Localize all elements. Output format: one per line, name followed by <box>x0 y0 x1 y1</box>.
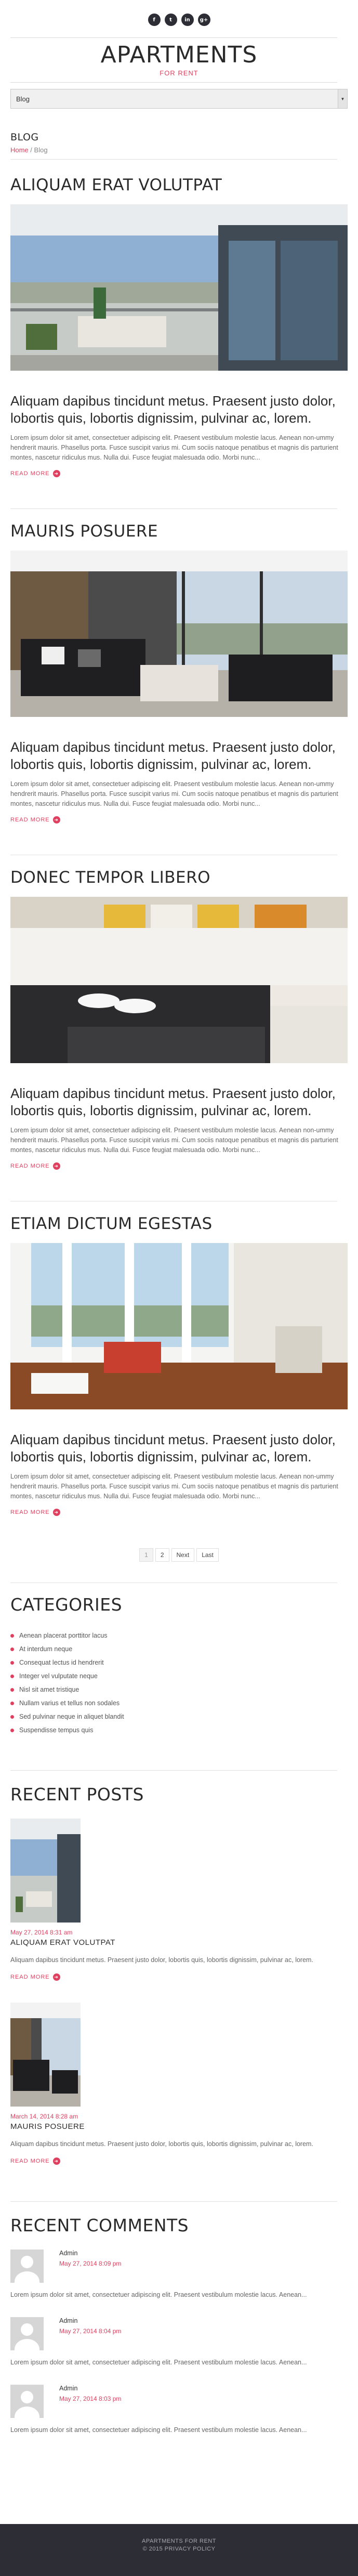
post-title[interactable]: MAURIS POSUERE <box>10 522 158 541</box>
read-more-link[interactable] <box>10 816 348 823</box>
arrow-right-icon: ➜ <box>53 1973 60 1981</box>
category-label[interactable]: Suspendisse tempus quis <box>19 1727 94 1734</box>
arrow-right-icon: ➜ <box>53 816 60 823</box>
read-more-link[interactable] <box>10 2157 348 2165</box>
page-next-link[interactable]: Next <box>171 1548 195 1562</box>
category-label[interactable]: Nisl sit amet tristique <box>19 1686 79 1693</box>
blog-post <box>10 1214 348 1516</box>
bullet-icon <box>10 1702 14 1705</box>
recent-post-thumbnail[interactable] <box>10 2003 81 2107</box>
post-excerpt: Lorem ipsum dolor sit amet, consectetuer adipiscing elit. Praesent vestibulum molestie lacus. Aenean non-ummy hendrerit mauris. Phasellus porta. Fusce suscipit varius mi. Cum sociis natoque penatibus et magnis dis parturient montes, nascetur ridiculus mus. Nulla dui. Fusce feugiat malesuada odio. Morbi nunc... <box>10 434 338 461</box>
recent-comments-title: RECENT COMMENTS <box>10 2215 189 2235</box>
arrow-right-icon: ➜ <box>53 470 60 477</box>
bullet-icon <box>10 1715 14 1719</box>
arrow-right-icon: ➜ <box>53 1162 60 1170</box>
bullet-icon <box>10 1647 14 1651</box>
recent-post-more-wrap <box>10 2157 348 2165</box>
privacy-policy-link[interactable]: © 2015 PRIVACY POLICY <box>142 2546 216 2552</box>
linkedin-icon[interactable]: in <box>181 14 194 26</box>
post-image-sunroom[interactable] <box>10 1243 348 1409</box>
logo-title[interactable]: APARTMENTS <box>100 42 258 68</box>
comment-date[interactable]: May 27, 2014 8:04 pm <box>59 2327 122 2335</box>
categories-list <box>10 1629 358 1737</box>
logo-subtitle: FOR RENT <box>160 69 198 77</box>
read-more-link[interactable] <box>10 470 348 477</box>
comment-meta <box>59 2385 121 2418</box>
page-current: 1 <box>139 1548 153 1562</box>
breadcrumb-home[interactable]: Home <box>10 146 29 154</box>
bullet-icon <box>10 1634 14 1638</box>
breadcrumb-separator: / <box>28 146 34 154</box>
recent-posts-title: RECENT POSTS <box>10 1784 144 1804</box>
post-lead: Aliquam dapibus tincidunt metus. Praesent justo dolor, lobortis quis, lobortis dignissim, pulvinar ac, lorem. <box>10 1086 336 1118</box>
category-label[interactable]: Nullam varius et tellus non sodales <box>19 1699 120 1707</box>
comment-author[interactable]: Admin <box>59 2317 78 2324</box>
post-lead: Aliquam dapibus tincidunt metus. Praesent justo dolor, lobortis quis, lobortis dignissim, pulvinar ac, lorem. <box>10 739 336 772</box>
comment-item <box>10 2250 348 2283</box>
read-more-label: READ MORE <box>10 470 50 477</box>
recent-post <box>10 1819 348 1981</box>
read-more-link[interactable] <box>10 1509 348 1516</box>
social-links <box>0 0 358 26</box>
category-item[interactable] <box>10 1642 358 1656</box>
comment-text: Lorem ipsum dolor sit amet, consectetuer adipiscing elit. Praesent vestibulum molestie lacus. Aenean... <box>10 2359 307 2366</box>
categories-title: CATEGORIES <box>10 1594 123 1615</box>
post-excerpt: Lorem ipsum dolor sit amet, consectetuer adipiscing elit. Praesent vestibulum molestie lacus. Aenean non-ummy hendrerit mauris. Phasellus porta. Fusce suscipit varius mi. Cum sociis natoque penatibus et magnis dis parturient montes, nascetur ridiculus mus. Nulla dui. Fusce feugiat malesuada odio. Morbi nunc... <box>10 1127 338 1154</box>
bullet-icon <box>10 1729 14 1732</box>
read-more-link[interactable] <box>10 1162 348 1170</box>
google-plus-icon[interactable]: g+ <box>198 14 210 26</box>
recent-post-more-wrap <box>10 1973 348 1981</box>
breadcrumb <box>10 146 358 154</box>
recent-post-title[interactable]: ALIQUAM ERAT VOLUTPAT <box>10 1938 115 1947</box>
read-more-label: READ MORE <box>10 2158 50 2164</box>
post-image-coffee-table[interactable] <box>10 897 348 1063</box>
facebook-icon[interactable]: f <box>148 14 161 26</box>
blog-post <box>10 868 348 1170</box>
bullet-icon <box>10 1675 14 1678</box>
read-more-label: READ MORE <box>10 1163 50 1169</box>
blog-post <box>10 175 348 477</box>
site-logo[interactable] <box>0 42 358 77</box>
category-label[interactable]: Integer vel vulputate neque <box>19 1672 98 1680</box>
breadcrumb-current: Blog <box>34 146 48 154</box>
read-more-label: READ MORE <box>10 817 50 823</box>
bullet-icon <box>10 1661 14 1665</box>
divider <box>10 2201 337 2202</box>
category-label[interactable]: Sed pulvinar neque in aliquet blandit <box>19 1713 124 1720</box>
recent-comments-list <box>10 2250 348 2434</box>
twitter-icon[interactable]: t <box>165 14 177 26</box>
comment-author[interactable]: Admin <box>59 2250 78 2257</box>
post-excerpt: Lorem ipsum dolor sit amet, consectetuer adipiscing elit. Praesent vestibulum molestie lacus. Aenean non-ummy hendrerit mauris. Phasellus porta. Fusce suscipit varius mi. Cum sociis natoque penatibus et magnis dis parturient montes, nascetur ridiculus mus. Nulla dui. Fusce feugiat malesuada odio. Morbi nunc... <box>10 1473 338 1500</box>
nav-select[interactable] <box>10 89 348 109</box>
comment-text: Lorem ipsum dolor sit amet, consectetuer adipiscing elit. Praesent vestibulum molestie lacus. Aenean... <box>10 2426 307 2434</box>
page-2-link[interactable]: 2 <box>155 1548 169 1562</box>
comment-meta <box>59 2317 121 2350</box>
category-item[interactable] <box>10 1683 358 1696</box>
comment-author[interactable]: Admin <box>59 2385 78 2392</box>
category-item[interactable] <box>10 1669 358 1683</box>
post-title[interactable]: DONEC TEMPOR LIBERO <box>10 868 211 887</box>
post-title[interactable]: ALIQUAM ERAT VOLUTPAT <box>10 176 222 194</box>
post-image-living-room[interactable] <box>10 551 348 717</box>
read-more-link[interactable] <box>10 1973 348 1981</box>
blog-post <box>10 521 348 823</box>
recent-post-date: May 27, 2014 8:31 am <box>10 1929 73 1936</box>
category-item[interactable] <box>10 1710 358 1723</box>
comment-meta <box>59 2250 121 2283</box>
footer-site-name: APARTMENTS FOR RENT <box>142 2538 216 2544</box>
avatar <box>10 2250 44 2283</box>
post-lead: Aliquam dapibus tincidunt metus. Praesent justo dolor, lobortis quis, lobortis dignissim, pulvinar ac, lorem. <box>10 1432 336 1464</box>
category-label[interactable]: At interdum neque <box>19 1645 73 1653</box>
page-title: BLOG <box>10 132 39 143</box>
arrow-right-icon: ➜ <box>53 1509 60 1516</box>
recent-post-thumbnail[interactable] <box>10 1819 81 1923</box>
category-item[interactable] <box>10 1723 358 1737</box>
chevron-down-icon[interactable]: ▼ <box>338 89 347 108</box>
category-item[interactable] <box>10 1629 358 1642</box>
divider <box>10 1770 337 1771</box>
recent-post-date: March 14, 2014 8:28 am <box>10 2113 78 2120</box>
avatar <box>10 2385 44 2418</box>
divider <box>10 508 337 509</box>
arrow-right-icon: ➜ <box>53 2157 60 2165</box>
comment-text: Lorem ipsum dolor sit amet, consectetuer adipiscing elit. Praesent vestibulum molestie lacus. Aenean... <box>10 2291 307 2298</box>
comment-date[interactable]: May 27, 2014 8:03 pm <box>59 2395 122 2402</box>
footer <box>0 2524 358 2576</box>
post-excerpt: Lorem ipsum dolor sit amet, consectetuer adipiscing elit. Praesent vestibulum molestie lacus. Aenean non-ummy hendrerit mauris. Phasellus porta. Fusce suscipit varius mi. Cum sociis natoque penatibus et magnis dis parturient montes, nascetur ridiculus mus. Nulla dui. Fusce feugiat malesuada odio. Morbi nunc... <box>10 780 338 807</box>
avatar <box>10 2317 44 2350</box>
divider <box>10 37 337 38</box>
recent-post-excerpt: Aliquam dapibus tincidunt metus. Praesent justo dolor, lobortis quis, lobortis dignissim, pulvinar ac, lorem. <box>10 2140 313 2148</box>
category-item[interactable] <box>10 1696 358 1710</box>
divider <box>10 159 337 160</box>
nav-select-value: Blog <box>16 95 30 103</box>
post-lead: Aliquam dapibus tincidunt metus. Praesent justo dolor, lobortis quis, lobortis dignissim, pulvinar ac, lorem. <box>10 393 336 426</box>
category-label[interactable]: Aenean placerat porttitor lacus <box>19 1632 108 1639</box>
recent-post-excerpt: Aliquam dapibus tincidunt metus. Praesent justo dolor, lobortis quis, lobortis dignissim, pulvinar ac, lorem. <box>10 1956 313 1964</box>
page-last-link[interactable]: Last <box>196 1548 219 1562</box>
recent-post <box>10 2003 348 2165</box>
recent-post-title[interactable]: MAURIS POSUERE <box>10 2122 85 2131</box>
post-title[interactable]: ETIAM DICTUM EGESTAS <box>10 1214 213 1233</box>
pagination <box>0 1548 358 1562</box>
post-image-balcony[interactable] <box>10 204 348 371</box>
comment-item <box>10 2317 348 2350</box>
comment-date[interactable]: May 27, 2014 8:09 pm <box>59 2260 122 2267</box>
divider <box>10 82 337 83</box>
read-more-label: READ MORE <box>10 1509 50 1515</box>
comment-item <box>10 2385 348 2418</box>
category-label[interactable]: Consequat lectus id hendrerit <box>19 1659 104 1666</box>
category-item[interactable] <box>10 1656 358 1669</box>
read-more-label: READ MORE <box>10 1974 50 1980</box>
bullet-icon <box>10 1688 14 1692</box>
